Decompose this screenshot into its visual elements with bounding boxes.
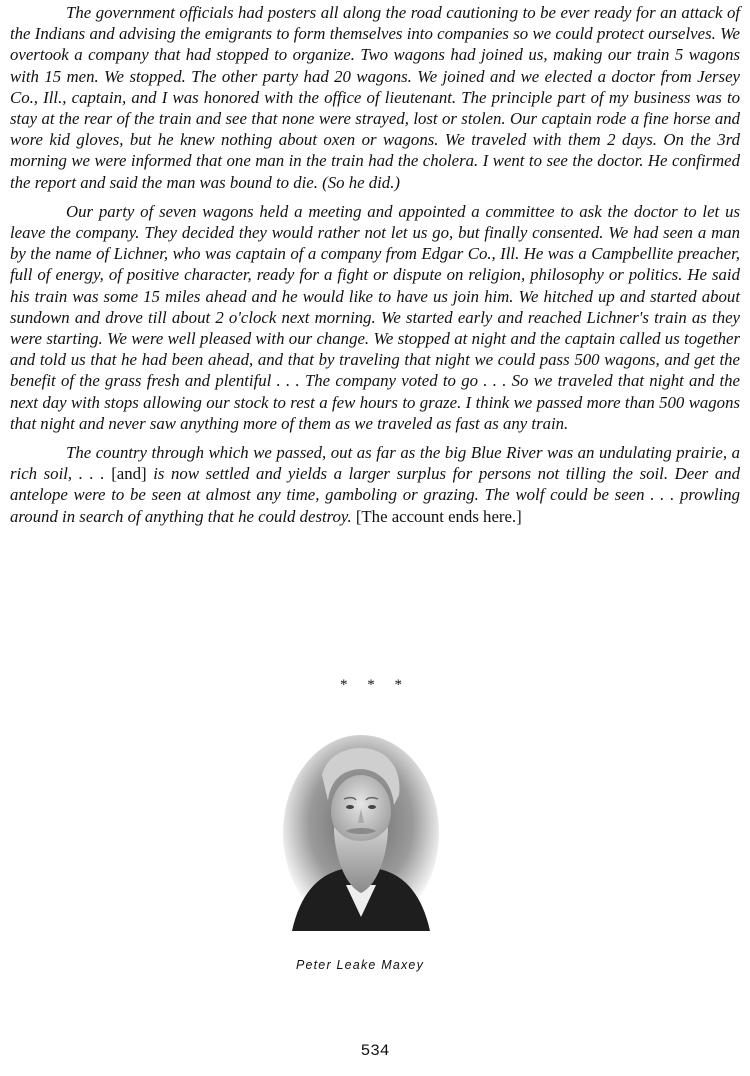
text-segment: [and] (111, 464, 147, 484)
text-segment: The country through which we passed, out as far as the big Blue River was an undulating prairie, a rich soil, . . . (10, 443, 740, 484)
body-text (10, 2, 740, 535)
text-segment: Our party of seven wagons held a meeting and appointed a committee to ask the doctor to let us leave the company. They decided they would rather not let us go, but finally consented. We had seen a man by the name of Lichner, who was captain of a company from Edgar Co., Ill. He was a Campbellite preacher, full of energy, of positive character, ready for a fight or dispute on religion, philosophy or politics. He said his train was some 15 miles ahead and he would like to have us join him. We hitched up and started about sundown and drove till about 2 o'clock next morning. We started early and reached Lichner's train as they were starting. We were well pleased with our change. We stopped at night and the captain called us together and told us that he had been ahead, and that by traveling that night we could pass 500 wagons, and get the benefit of the grass fresh and plentiful . . . The company voted to go . . . So we traveled that night and the next day with stops allowing our stock to rest a few hours to graze. I think we passed more than 500 wagons that night and never saw anything more of them as we traveled as fast as any train. (10, 201, 740, 433)
paragraph (10, 442, 740, 527)
paragraph (10, 2, 740, 193)
page-number: 534 (360, 1042, 390, 1060)
portrait-image (282, 735, 440, 931)
text-segment: [The account ends here.] (355, 506, 522, 526)
text-segment: The government officials had posters all along the road cautioning to be ever ready for an attack of the Indians and advising the emigrants to form themselves into companies so we could protect ourselves. We overtook a company that had stopped to organize. Two wagons had joined us, making our train 5 wagons with 15 men. We stopped. The other party had 20 wagons. We joined and we elected a doctor from Jersey Co., Ill., captain, and I was honored with the office of lieutenant. The principle part of my business was to stay at the rear of the train and see that none were strayed, lost or stolen. Our captain rode a fine horse and wore kid gloves, but he knew nothing about oxen or wagons. We traveled with them 2 days. On the 3rd morning we were informed that one man in the train had the cholera. I went to see the doctor. He confirmed the report and said the man was bound to die. (So he did.) (10, 3, 740, 192)
paragraph (10, 201, 740, 434)
section-separator: * * * (340, 677, 410, 693)
text-segment: is now settled and yields a larger surplus for persons not tilling the soil. Deer and antelope were to be seen at almost any time, gamboling or grazing. The wolf could be seen . . . prowling around in search of anything that he could destroy. (10, 464, 740, 526)
portrait-caption: Peter Leake Maxey (295, 958, 425, 972)
